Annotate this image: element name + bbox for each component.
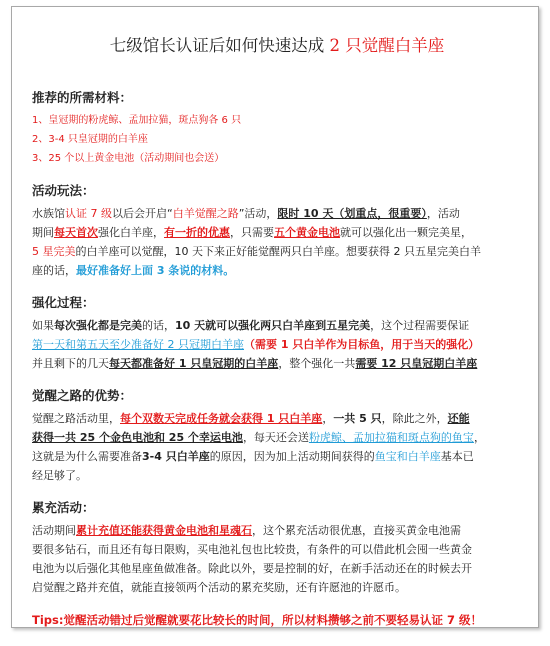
text-run: 最好准备好上面 3 条说的材料。 xyxy=(76,264,235,277)
gameplay-line-3 xyxy=(32,242,522,261)
materials-section xyxy=(32,89,522,168)
article-page xyxy=(11,6,539,628)
text-run: ，每天还会送 xyxy=(242,431,309,444)
text-run: 并且剩下的几天 xyxy=(32,357,109,370)
recharge-section xyxy=(32,499,522,597)
advantages-paragraph xyxy=(32,409,522,485)
strengthen-line-3 xyxy=(32,354,522,373)
strengthen-line-2 xyxy=(32,335,522,354)
text-run: 基本已 xyxy=(440,450,474,463)
advantages-line-4: 经足够了。 xyxy=(32,469,87,482)
text-run: ，整个强化一共 xyxy=(278,357,356,370)
text-run: 以后会开启“ xyxy=(112,207,173,220)
text-run: 一共 5 只 xyxy=(333,412,382,425)
advantages-line-1 xyxy=(32,409,522,428)
materials-heading: 推荐的所需材料： xyxy=(32,90,133,105)
text-run: 如果 xyxy=(32,319,54,332)
advantages-line-2 xyxy=(32,428,522,447)
gameplay-heading: 活动玩法： xyxy=(32,183,95,198)
text-run: 有一折的优惠 xyxy=(164,226,230,239)
text-run: 需要 12 只皇冠期白羊座 xyxy=(355,357,478,370)
text-run: ，活动 xyxy=(426,207,460,220)
recharge-line-2: 要很多钻石，而且还有每日限购，买电池礼包也比较贵，有条件的可以借此机会囤一些黄金 xyxy=(32,543,472,556)
advantages-heading: 觉醒之路的优势： xyxy=(32,388,133,403)
gameplay-section xyxy=(32,182,522,280)
text-run: 3-4 只白羊座 xyxy=(142,450,210,463)
text-run: 觉醒之路活动里， xyxy=(32,412,120,425)
materials-item-2: 2、3-4 只皇冠期的白羊座 xyxy=(32,134,148,145)
text-run: 强化白羊座， xyxy=(98,226,164,239)
recharge-line-3: 电池为以后强化其他星座鱼做准备。除此以外，要是控制的好，在新手活动还在的时候去开 xyxy=(32,562,472,575)
materials-item-3: 3、25 个以上黄金电池（活动期间也会送） xyxy=(32,153,225,164)
text-run: ，只需要 xyxy=(230,226,274,239)
text-run: ，这个累充活动很优惠，直接买黄金电池需 xyxy=(252,524,461,537)
text-run: ，这个过程需要保证 xyxy=(370,319,470,332)
text-run: 获得一共 25 个金色电池和 25 个幸运电池 xyxy=(32,431,243,444)
text-run: 活动期间 xyxy=(32,524,76,537)
text-run: 就可以强化出一颗完美星， xyxy=(340,226,472,239)
text-run: 5 星完美 xyxy=(32,245,76,258)
text-run: 累计充值还能获得黄金电池和星魂石 xyxy=(76,524,252,537)
article-title xyxy=(32,35,522,57)
text-run: 10 天就可以强化两只白羊座到五星完美 xyxy=(175,319,371,332)
text-run: 每天首次 xyxy=(54,226,98,239)
materials-item-1: 1、皇冠期的粉虎鲸、孟加拉猫，斑点狗各 6 只 xyxy=(32,115,242,126)
text-run: 每次强化都是完美 xyxy=(54,319,142,332)
text-run: 期间 xyxy=(32,226,54,239)
advantages-line-3 xyxy=(32,447,522,466)
title-highlight: 2 只觉醒白羊座 xyxy=(329,36,445,55)
text-run: 的白羊座可以觉醒，10 天下来正好能觉醒两只白羊座。想要获得 2 只五星完美白羊 xyxy=(75,245,481,258)
tips-note: Tips:觉醒活动错过后觉醒就要花比较长的时间，所以材料攒够之前不要轻易认证 7 级！ xyxy=(32,613,482,627)
strengthen-heading: 强化过程： xyxy=(32,295,95,310)
strengthen-line-1 xyxy=(32,316,522,335)
text-run: ， xyxy=(473,431,485,444)
text-run: ”活动， xyxy=(238,207,278,220)
text-run: 的原因，因为加上活动期间获得的 xyxy=(209,450,375,463)
gameplay-line-1 xyxy=(32,204,522,223)
text-run: （需要 1 只白羊作为目标鱼，用于当天的强化） xyxy=(244,338,480,351)
recharge-paragraph xyxy=(32,521,522,597)
recharge-line-1 xyxy=(32,521,522,540)
text-run: ，除此之外， xyxy=(381,412,448,425)
strengthen-section xyxy=(32,294,522,373)
text-run: 这就是为什么需要准备 xyxy=(32,450,142,463)
text-run: 五个黄金电池 xyxy=(274,226,340,239)
text-run: 的话， xyxy=(142,319,175,332)
gameplay-paragraph xyxy=(32,204,522,280)
text-run: 白羊觉醒之路 xyxy=(172,207,239,220)
text-run: 鱼宝和白羊座 xyxy=(374,450,441,463)
advantages-section xyxy=(32,387,522,485)
gameplay-line-4 xyxy=(32,261,522,280)
text-run: 粉虎鲸、孟加拉猫和斑点狗的鱼宝 xyxy=(308,431,474,444)
strengthen-paragraph xyxy=(32,316,522,373)
text-run: 水族馆 xyxy=(32,207,65,220)
text-run: 认证 7 级 xyxy=(65,207,112,220)
gameplay-line-2 xyxy=(32,223,522,242)
recharge-heading: 累充活动： xyxy=(32,500,95,515)
materials-list xyxy=(32,111,522,168)
text-run: 座的话， xyxy=(32,264,76,277)
text-run: 每个双数天完成任务就会获得 1 只白羊座 xyxy=(120,412,323,425)
text-run: ， xyxy=(322,412,334,425)
text-run: 限时 10 天（划重点，很重要） xyxy=(277,207,427,220)
text-run: 第一天和第五天至少准备好 2 只冠期白羊座 xyxy=(32,338,244,351)
title-main: 七级馆长认证后如何快速达成 xyxy=(109,36,325,55)
text-run: 每天都准备好 1 只皇冠期的白羊座 xyxy=(109,357,279,370)
recharge-line-4: 启觉醒之路并充值，就能直接领两个活动的累充奖励，还有许愿池的许愿币。 xyxy=(32,581,406,594)
text-run: 还能 xyxy=(447,412,470,425)
